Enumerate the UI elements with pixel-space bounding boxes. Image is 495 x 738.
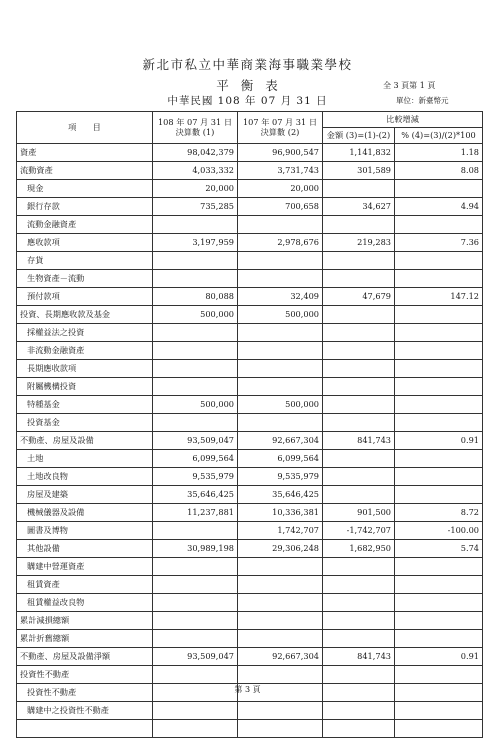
value-prior <box>238 666 323 684</box>
value-current: 9,535,979 <box>153 468 238 486</box>
value-change-percent: 0.91 <box>395 648 483 666</box>
value-current <box>153 666 238 684</box>
value-change-percent <box>395 594 483 612</box>
value-change-amount <box>323 216 395 234</box>
value-prior: 9,535,979 <box>238 468 323 486</box>
value-prior: 6,099,564 <box>238 450 323 468</box>
table-row <box>17 432 483 450</box>
table-row <box>17 540 483 558</box>
row-label: 購建中營運資產 <box>17 558 153 576</box>
report-date: 中華民國 108 年 07 月 31 日 <box>167 95 328 107</box>
value-change-percent <box>395 360 483 378</box>
table-row <box>17 216 483 234</box>
value-change-amount <box>323 468 395 486</box>
table-row <box>17 630 483 648</box>
table-row <box>17 558 483 576</box>
value-current: 6,099,564 <box>153 450 238 468</box>
row-label: 投資性不動產 <box>17 684 153 702</box>
page-info: 全 3 頁第 1 頁 <box>383 81 436 90</box>
row-label: 存貨 <box>17 252 153 270</box>
value-change-amount: 47,679 <box>323 288 395 306</box>
row-label: 其他設備 <box>17 540 153 558</box>
value-change-amount <box>323 378 395 396</box>
row-label: 長期應收款項 <box>17 360 153 378</box>
value-current: 11,237,881 <box>153 504 238 522</box>
value-change-amount <box>323 396 395 414</box>
value-prior <box>238 360 323 378</box>
value-change-percent <box>395 378 483 396</box>
header-col1-date: 108 年 07 月 31 日 <box>157 117 233 128</box>
value-change-percent <box>395 630 483 648</box>
value-current <box>153 612 238 630</box>
value-current: 80,088 <box>153 288 238 306</box>
value-change-amount: 841,743 <box>323 432 395 450</box>
header-compare: 比較增減 <box>323 112 483 128</box>
value-prior: 32,409 <box>238 288 323 306</box>
value-prior <box>238 558 323 576</box>
value-prior: 2,978,676 <box>238 234 323 252</box>
value-change-amount <box>323 360 395 378</box>
value-change-percent: 8.08 <box>395 162 483 180</box>
value-change-amount <box>323 270 395 288</box>
value-change-amount <box>323 630 395 648</box>
value-prior <box>238 252 323 270</box>
header-item: 項 目 <box>17 112 153 144</box>
value-current: 4,033,332 <box>153 162 238 180</box>
value-prior: 10,336,381 <box>238 504 323 522</box>
row-label: 投資性不動產 <box>17 666 153 684</box>
row-label: 購建中之投資性不動產 <box>17 702 153 720</box>
value-change-percent <box>395 180 483 198</box>
table-row <box>17 486 483 504</box>
value-current: 20,000 <box>153 180 238 198</box>
value-change-percent <box>395 702 483 720</box>
value-change-amount <box>323 720 395 738</box>
value-current <box>153 414 238 432</box>
row-label: 應收款項 <box>17 234 153 252</box>
value-current <box>153 522 238 540</box>
value-change-percent <box>395 486 483 504</box>
header-col2 <box>238 112 323 144</box>
value-current: 93,509,047 <box>153 648 238 666</box>
value-prior <box>238 720 323 738</box>
row-label: 不動產、房屋及設備淨額 <box>17 648 153 666</box>
value-current: 735,285 <box>153 198 238 216</box>
value-change-percent: 0.91 <box>395 432 483 450</box>
value-current: 3,197,959 <box>153 234 238 252</box>
value-prior: 500,000 <box>238 306 323 324</box>
school-name: 新北市私立中華商業海事職業學校 <box>142 57 353 72</box>
value-current <box>153 324 238 342</box>
table-row <box>17 720 483 738</box>
value-change-percent <box>395 576 483 594</box>
value-change-amount: 901,500 <box>323 504 395 522</box>
row-label: 機械儀器及設備 <box>17 504 153 522</box>
row-label: 附屬機構投資 <box>17 378 153 396</box>
row-label: 投資基金 <box>17 414 153 432</box>
value-prior <box>238 414 323 432</box>
table-row <box>17 594 483 612</box>
value-change-percent: 8.72 <box>395 504 483 522</box>
table-row <box>17 396 483 414</box>
value-change-percent <box>395 720 483 738</box>
value-change-amount <box>323 450 395 468</box>
value-change-amount <box>323 576 395 594</box>
value-change-amount: 34,627 <box>323 198 395 216</box>
value-prior: 500,000 <box>238 396 323 414</box>
header-col2-label: 決算數 (2) <box>260 126 300 137</box>
value-prior: 96,900,547 <box>238 144 323 162</box>
value-current: 35,646,425 <box>153 486 238 504</box>
value-change-percent <box>395 216 483 234</box>
value-change-percent <box>395 666 483 684</box>
value-current <box>153 252 238 270</box>
value-change-percent <box>395 252 483 270</box>
table-row <box>17 270 483 288</box>
value-prior <box>238 630 323 648</box>
header-amount: 金額 (3)=(1)-(2) <box>323 128 395 144</box>
value-prior <box>238 270 323 288</box>
table-row <box>17 612 483 630</box>
row-label <box>17 720 153 738</box>
value-change-percent <box>395 396 483 414</box>
value-change-amount: 301,589 <box>323 162 395 180</box>
header-percent: % (4)=(3)/(2)*100 <box>395 128 483 144</box>
value-prior: 35,646,425 <box>238 486 323 504</box>
value-prior: 92,667,304 <box>238 648 323 666</box>
row-label: 資產 <box>17 144 153 162</box>
value-current <box>153 378 238 396</box>
table-row <box>17 648 483 666</box>
value-change-amount <box>323 558 395 576</box>
value-change-percent: -100.00 <box>395 522 483 540</box>
table-row <box>17 306 483 324</box>
value-change-percent <box>395 450 483 468</box>
value-change-percent <box>395 558 483 576</box>
row-label: 租賃權益改良物 <box>17 594 153 612</box>
row-label: 投資、長期應收款及基金 <box>17 306 153 324</box>
table-row <box>17 252 483 270</box>
value-change-amount <box>323 324 395 342</box>
value-change-percent <box>395 270 483 288</box>
value-change-amount <box>323 342 395 360</box>
row-label: 採權益法之投資 <box>17 324 153 342</box>
value-prior <box>238 216 323 234</box>
table-row <box>17 234 483 252</box>
value-current: 30,989,198 <box>153 540 238 558</box>
value-change-amount: 1,141,832 <box>323 144 395 162</box>
value-prior: 20,000 <box>238 180 323 198</box>
value-current <box>153 360 238 378</box>
value-prior: 29,306,248 <box>238 540 323 558</box>
table-row <box>17 666 483 684</box>
value-change-amount <box>323 252 395 270</box>
table-row <box>17 504 483 522</box>
value-change-percent: 5.74 <box>395 540 483 558</box>
balance-sheet-table <box>16 111 483 738</box>
value-change-percent <box>395 324 483 342</box>
value-current: 93,509,047 <box>153 432 238 450</box>
report-title: 平 衡 表 <box>216 78 279 93</box>
value-current <box>153 558 238 576</box>
row-label: 累計折舊總額 <box>17 630 153 648</box>
table-row <box>17 342 483 360</box>
header-col2-date: 107 年 07 月 31 日 <box>242 117 318 128</box>
value-prior <box>238 612 323 630</box>
currency-unit: 單位：新臺幣元 <box>396 96 449 105</box>
value-change-amount: 219,283 <box>323 234 395 252</box>
row-label: 生物資產－流動 <box>17 270 153 288</box>
table-row <box>17 576 483 594</box>
value-current <box>153 216 238 234</box>
table-row <box>17 378 483 396</box>
value-prior <box>238 324 323 342</box>
row-label: 房屋及建築 <box>17 486 153 504</box>
value-current: 500,000 <box>153 396 238 414</box>
row-label: 現金 <box>17 180 153 198</box>
table-body <box>17 144 483 738</box>
table-row <box>17 702 483 720</box>
value-prior: 92,667,304 <box>238 432 323 450</box>
table-row <box>17 144 483 162</box>
value-change-percent <box>395 414 483 432</box>
value-change-amount <box>323 594 395 612</box>
value-prior: 3,731,743 <box>238 162 323 180</box>
value-prior: 700,658 <box>238 198 323 216</box>
value-change-percent <box>395 468 483 486</box>
value-change-percent <box>395 306 483 324</box>
value-change-amount: 841,743 <box>323 648 395 666</box>
row-label: 銀行存款 <box>17 198 153 216</box>
row-label: 租賃資產 <box>17 576 153 594</box>
value-change-percent <box>395 342 483 360</box>
value-prior <box>238 702 323 720</box>
row-label: 流動資產 <box>17 162 153 180</box>
value-change-amount <box>323 486 395 504</box>
value-prior <box>238 342 323 360</box>
value-current <box>153 342 238 360</box>
row-label: 特種基金 <box>17 396 153 414</box>
row-label: 非流動金融資產 <box>17 342 153 360</box>
table-row <box>17 468 483 486</box>
value-change-amount <box>323 306 395 324</box>
value-change-amount: -1,742,707 <box>323 522 395 540</box>
table-row <box>17 414 483 432</box>
row-label: 不動產、房屋及設備 <box>17 432 153 450</box>
value-change-amount <box>323 666 395 684</box>
table-row <box>17 324 483 342</box>
value-change-amount <box>323 612 395 630</box>
value-prior <box>238 576 323 594</box>
value-change-percent: 4.94 <box>395 198 483 216</box>
table-row <box>17 198 483 216</box>
value-change-amount <box>323 414 395 432</box>
page-footer: 第 3 頁 <box>234 685 261 694</box>
row-label: 流動金融資產 <box>17 216 153 234</box>
value-change-amount <box>323 702 395 720</box>
value-change-percent: 147.12 <box>395 288 483 306</box>
value-prior <box>238 594 323 612</box>
value-change-percent: 7.36 <box>395 234 483 252</box>
value-current <box>153 720 238 738</box>
table-row <box>17 162 483 180</box>
value-change-amount: 1,682,950 <box>323 540 395 558</box>
value-prior <box>238 378 323 396</box>
value-change-percent: 1.18 <box>395 144 483 162</box>
table-row <box>17 180 483 198</box>
table-row <box>17 522 483 540</box>
value-prior: 1,742,707 <box>238 522 323 540</box>
value-current: 500,000 <box>153 306 238 324</box>
table-row <box>17 360 483 378</box>
header-col1 <box>153 112 238 144</box>
value-current <box>153 594 238 612</box>
table-row <box>17 288 483 306</box>
value-current <box>153 270 238 288</box>
value-current <box>153 702 238 720</box>
row-label: 累計減損總額 <box>17 612 153 630</box>
row-label: 土地改良物 <box>17 468 153 486</box>
value-current <box>153 630 238 648</box>
value-current: 98,042,379 <box>153 144 238 162</box>
row-label: 土地 <box>17 450 153 468</box>
table-row <box>17 450 483 468</box>
header-col1-label: 決算數 (1) <box>175 126 215 137</box>
row-label: 預付款項 <box>17 288 153 306</box>
value-current <box>153 576 238 594</box>
row-label: 圖書及博物 <box>17 522 153 540</box>
value-change-amount <box>323 180 395 198</box>
value-change-percent <box>395 612 483 630</box>
